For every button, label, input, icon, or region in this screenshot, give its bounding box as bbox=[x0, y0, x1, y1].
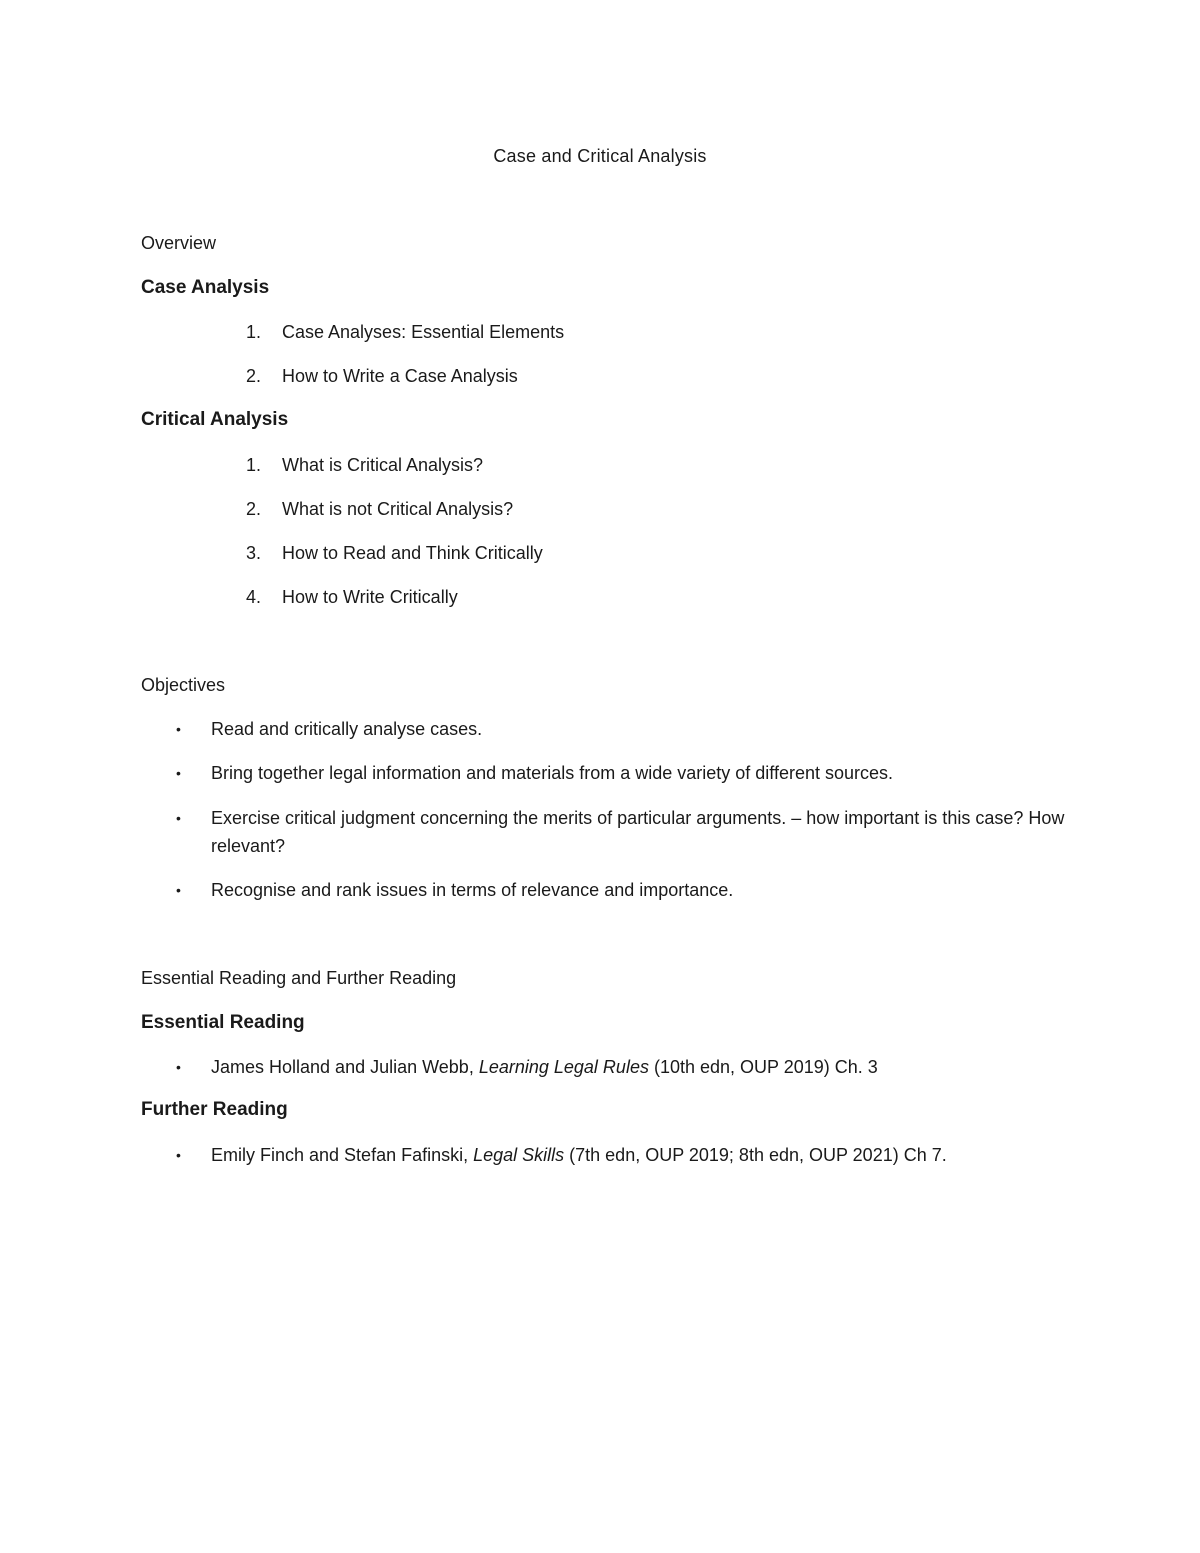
bullet-icon: • bbox=[176, 882, 181, 898]
bullet-icon: • bbox=[176, 810, 181, 826]
list-number: 2. bbox=[246, 499, 262, 519]
list-item-text: Read and critically analyse cases. bbox=[211, 719, 483, 739]
list-item-text: What is Critical Analysis? bbox=[282, 455, 484, 475]
bullet-icon: • bbox=[176, 1147, 181, 1163]
case-analysis-heading: Case Analysis bbox=[141, 277, 270, 298]
list-item-text: Recognise and rank issues in terms of relevance and importance. bbox=[211, 880, 734, 900]
bullet-icon: • bbox=[176, 1059, 181, 1075]
list-number: 3. bbox=[246, 543, 262, 563]
reference-text bbox=[211, 1053, 1076, 1081]
list-number: 2. bbox=[246, 366, 262, 386]
list-item bbox=[176, 1141, 1076, 1169]
list-item bbox=[176, 876, 1076, 904]
list-item-text: How to Read and Think Critically bbox=[282, 543, 543, 563]
list-item-text: Exercise critical judgment concerning the merits of particular arguments. – how important is this case? How relevant? bbox=[211, 808, 1065, 856]
list-item bbox=[246, 320, 564, 344]
list-item bbox=[246, 541, 543, 565]
overview-label: Overview bbox=[141, 233, 217, 253]
list-item bbox=[246, 497, 513, 521]
reading-label: Essential Reading and Further Reading bbox=[141, 968, 457, 988]
further-reading-heading: Further Reading bbox=[141, 1099, 288, 1120]
list-item bbox=[246, 585, 458, 609]
list-number: 1. bbox=[246, 322, 262, 342]
reference-details: (7th edn, OUP 2019; 8th edn, OUP 2021) Ch 7. bbox=[564, 1145, 947, 1165]
reference-title: Legal Skills bbox=[473, 1145, 565, 1165]
document-title: Case and Critical Analysis bbox=[493, 146, 707, 166]
list-item-text: How to Write a Case Analysis bbox=[282, 366, 518, 386]
reference-title: Learning Legal Rules bbox=[478, 1057, 649, 1077]
bullet-icon: • bbox=[176, 721, 181, 737]
list-number: 4. bbox=[246, 587, 262, 607]
list-item bbox=[246, 364, 518, 388]
reference-authors: James Holland and Julian Webb, bbox=[211, 1057, 479, 1077]
list-item bbox=[176, 804, 1076, 860]
list-item-text: Bring together legal information and materials from a wide variety of different sources. bbox=[211, 763, 894, 783]
reference-details: (10th edn, OUP 2019) Ch. 3 bbox=[648, 1057, 878, 1077]
objectives-label: Objectives bbox=[141, 675, 226, 695]
list-item bbox=[176, 715, 1076, 743]
list-item-text: Case Analyses: Essential Elements bbox=[282, 322, 565, 342]
list-item-text: What is not Critical Analysis? bbox=[282, 499, 514, 519]
critical-analysis-heading: Critical Analysis bbox=[141, 409, 289, 430]
list-item-text: How to Write Critically bbox=[282, 587, 458, 607]
list-number: 1. bbox=[246, 455, 262, 475]
list-item bbox=[176, 1053, 1076, 1081]
reference-authors: Emily Finch and Stefan Fafinski, bbox=[211, 1145, 474, 1165]
essential-reading-heading: Essential Reading bbox=[141, 1012, 305, 1033]
reference-text bbox=[211, 1141, 1076, 1169]
list-item bbox=[176, 759, 1076, 787]
list-item bbox=[246, 453, 483, 477]
bullet-icon: • bbox=[176, 765, 181, 781]
